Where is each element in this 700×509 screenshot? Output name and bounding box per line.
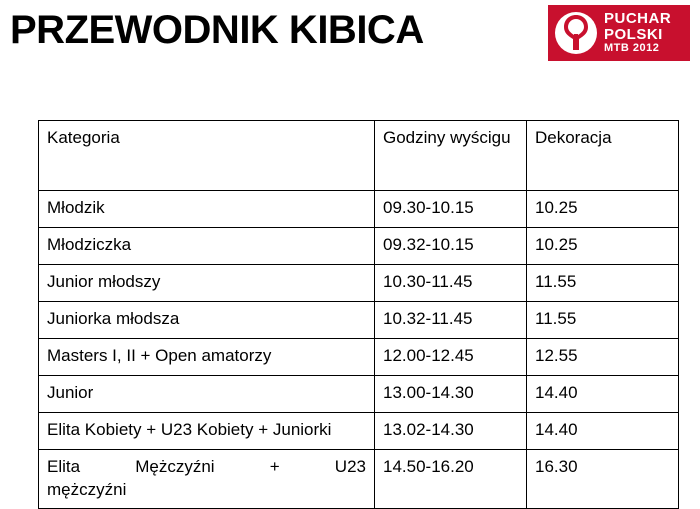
puchar-polski-emblem-icon [554, 10, 598, 56]
cell-kategoria: Junior młodszy [39, 264, 375, 301]
cell-dekoracja: 11.55 [527, 301, 679, 338]
logo-line-1: PUCHAR [604, 9, 672, 27]
column-header-godziny-line1: Godziny [383, 128, 446, 147]
table-row [39, 264, 679, 301]
cell-dekoracja: 11.55 [527, 264, 679, 301]
column-header-dekoracja: Dekoracja [527, 121, 679, 191]
cell-dekoracja: 10.25 [527, 227, 679, 264]
table-row [39, 375, 679, 412]
cell-dekoracja: 12.55 [527, 338, 679, 375]
cell-godziny: 13.02-14.30 [375, 412, 527, 449]
page-title: PRZEWODNIK KIBICA [10, 8, 424, 52]
cell-godziny: 14.50-16.20 [375, 449, 527, 509]
column-header-godziny [375, 121, 527, 191]
cell-godziny: 10.30-11.45 [375, 264, 527, 301]
table-row [39, 412, 679, 449]
table-row [39, 191, 679, 228]
table-row [39, 338, 679, 375]
cell-dekoracja: 16.30 [527, 449, 679, 509]
cell-kategoria-line1: Elita Kobiety + U23 Kobiety + [47, 419, 269, 439]
cell-godziny: 13.00-14.30 [375, 375, 527, 412]
cell-kategoria: Juniorka młodsza [39, 301, 375, 338]
cell-kategoria: Młodziczka [39, 227, 375, 264]
cell-kategoria-line2: Juniorki [272, 419, 332, 439]
column-header-godziny-line2: wyścigu [450, 128, 511, 147]
cell-godziny: 10.32-11.45 [375, 301, 527, 338]
cell-kategoria: Masters I, II + Open amatorzy [39, 338, 375, 375]
cell-godziny: 09.30-10.15 [375, 191, 527, 228]
cell-kategoria [39, 449, 375, 509]
cell-godziny: 12.00-12.45 [375, 338, 527, 375]
cell-godziny: 09.32-10.15 [375, 227, 527, 264]
cell-dekoracja: 10.25 [527, 191, 679, 228]
cell-dekoracja: 14.40 [527, 412, 679, 449]
cell-kategoria-line2: mężczyźni [47, 479, 127, 499]
cell-dekoracja: 14.40 [527, 375, 679, 412]
table-row [39, 301, 679, 338]
column-header-kategoria: Kategoria [39, 121, 375, 191]
cell-kategoria [39, 412, 375, 449]
table-header-row [39, 121, 679, 191]
cell-kategoria-line1: Elita Mężczyźni + U23 [47, 456, 366, 476]
table-row [39, 227, 679, 264]
cell-kategoria: Junior [39, 375, 375, 412]
table-row [39, 449, 679, 509]
logo-line-3: MTB 2012 [604, 42, 660, 55]
schedule-table [38, 120, 679, 509]
puchar-polski-logo [548, 5, 690, 61]
logo-text [604, 11, 671, 55]
logo-line-2: POLSKI [604, 26, 663, 44]
cell-kategoria: Młodzik [39, 191, 375, 228]
